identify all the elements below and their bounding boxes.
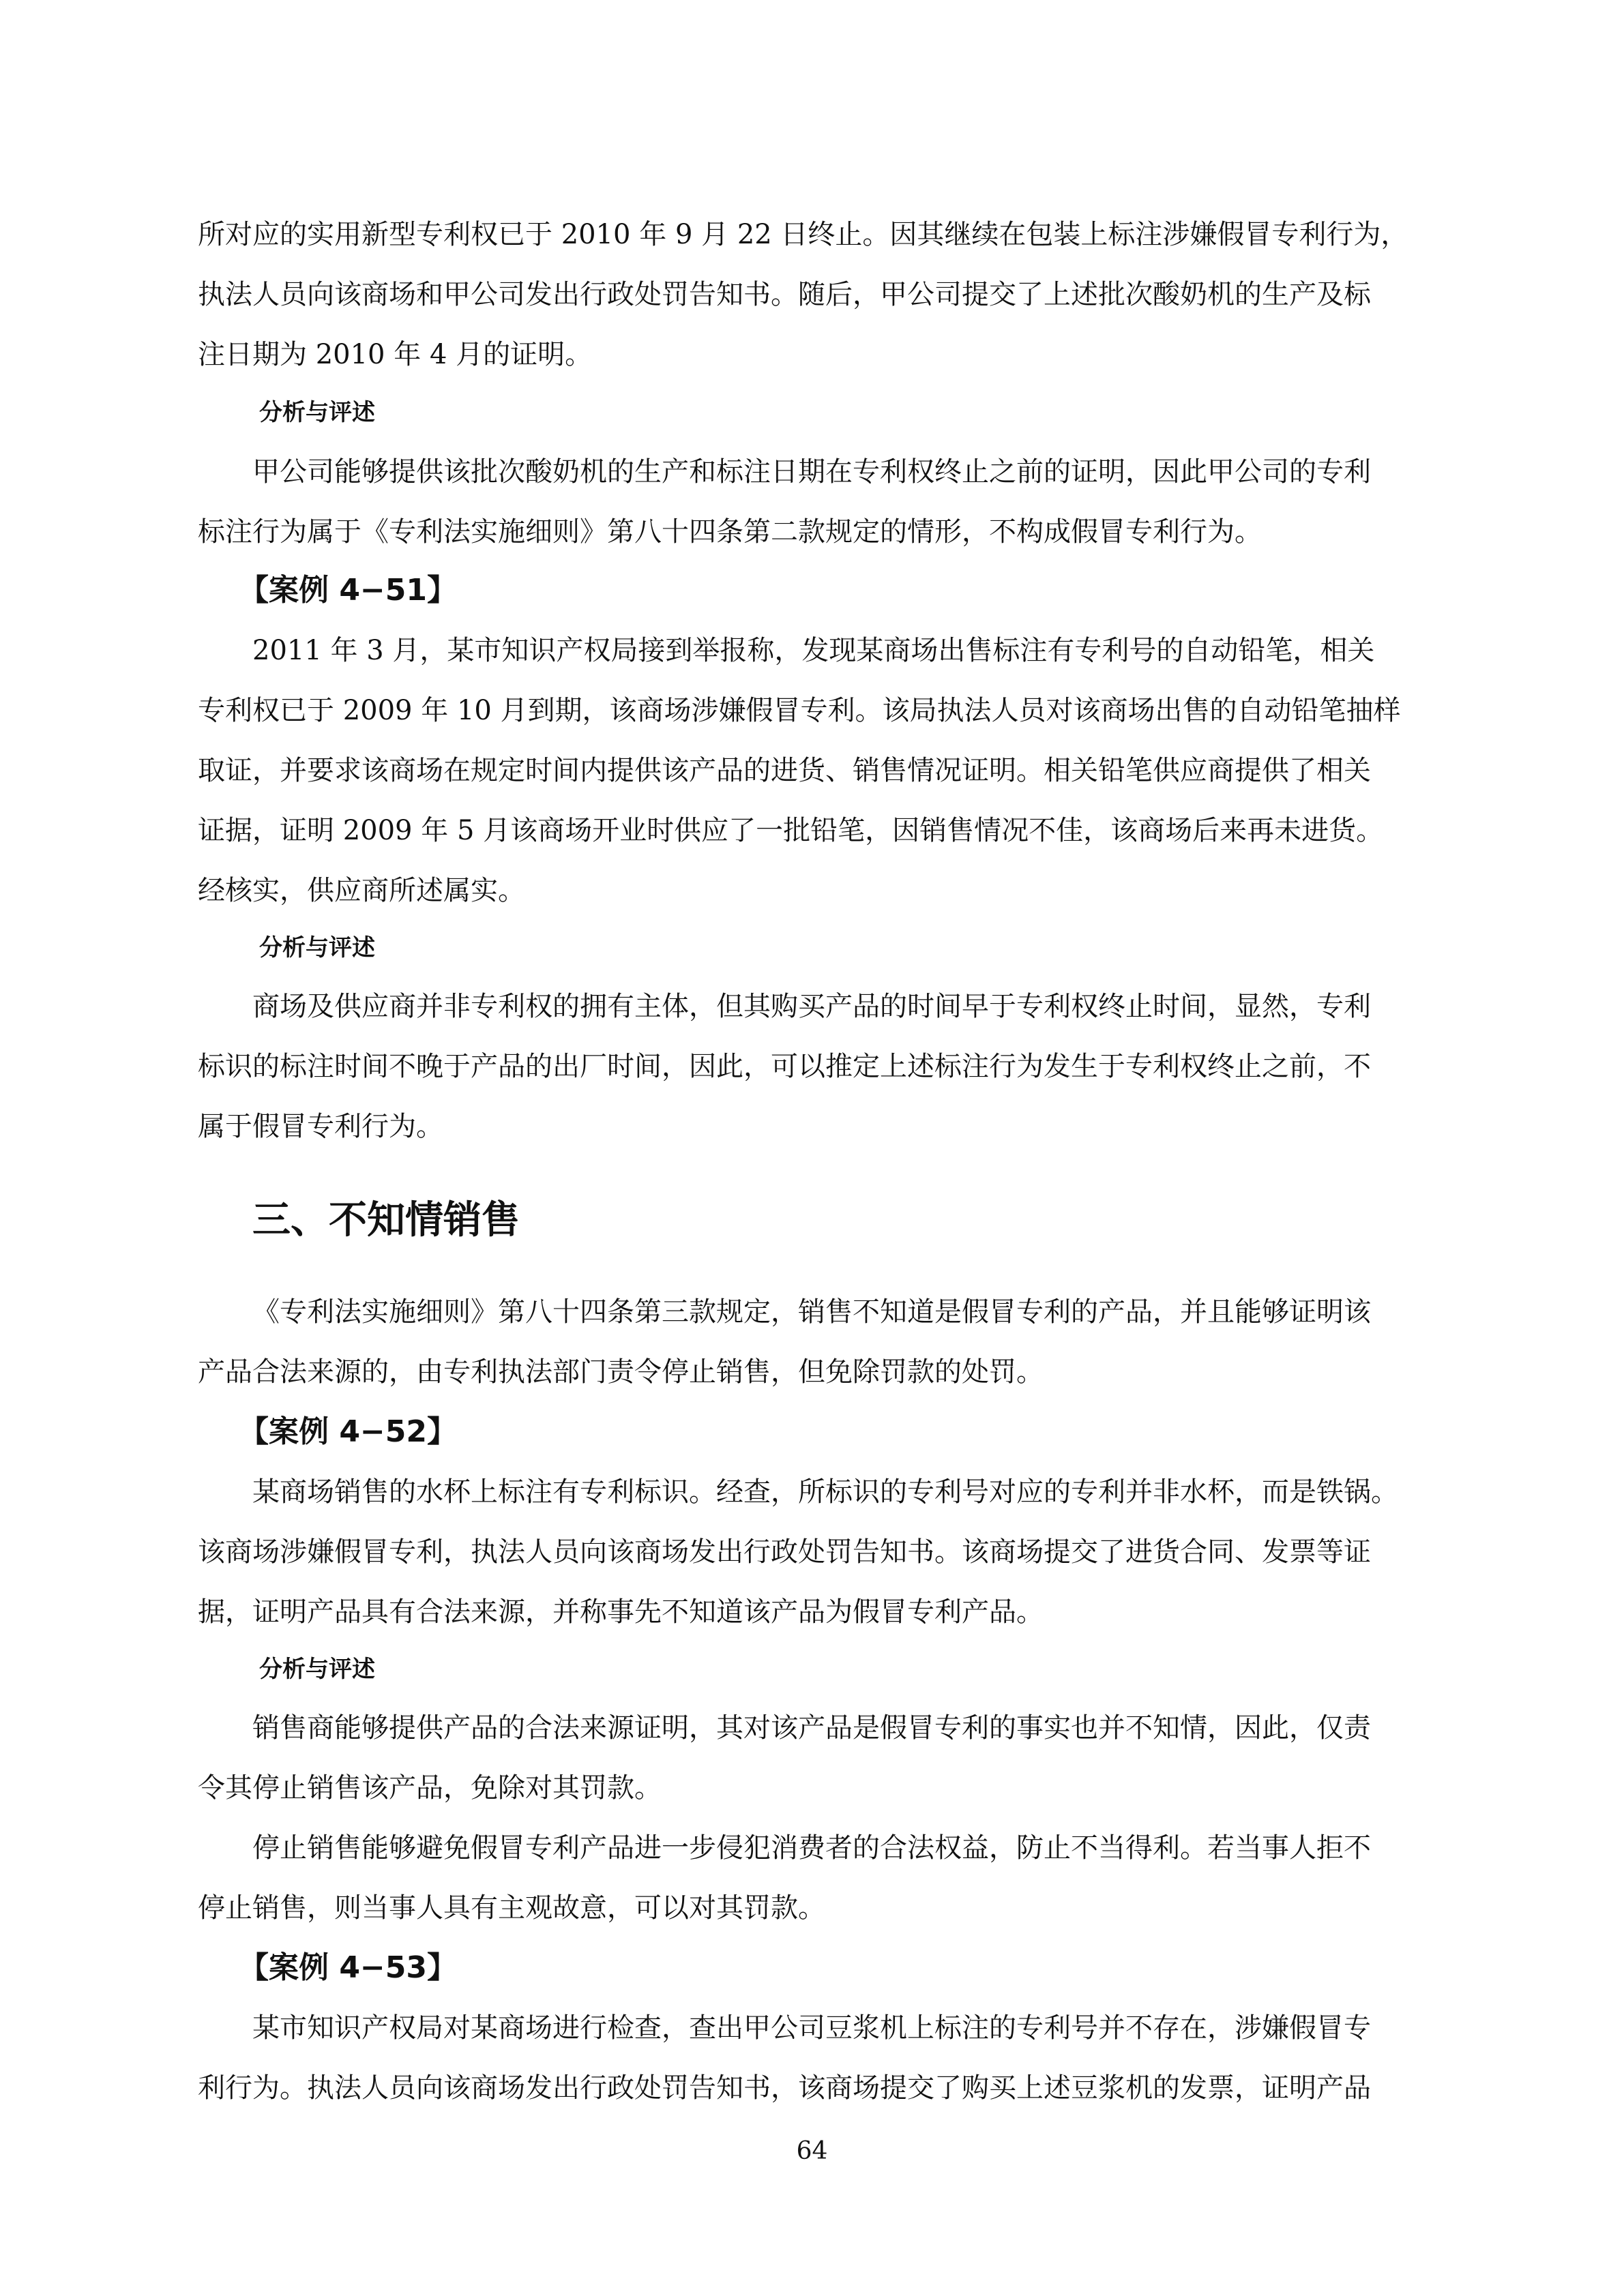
paragraph-line: 取证，并要求该商场在规定时间内提供该产品的进货、销售情况证明。相关铅笔供应商提供了相关 [198,755,1371,786]
paragraph-line: 执法人员向该商场和甲公司发出行政处罚告知书。随后，甲公司提交了上述批次酸奶机的生产及标 [198,279,1371,310]
paragraph-line: 利行为。执法人员向该商场发出行政处罚告知书，该商场提交了购买上述豆浆机的发票，证明产品 [198,2072,1371,2104]
paragraph-line: 该商场涉嫌假冒专利，执法人员向该商场发出行政处罚告知书。该商场提交了进货合同、发票等证 [198,1536,1371,1568]
paragraph-line: 标识的标注时间不晚于产品的出厂时间，因此，可以推定上述标注行为发生于专利权终止之前，不 [198,1051,1371,1082]
case-heading: 【案例 4−51】 [239,573,458,608]
paragraph-line: 甲公司能够提供该批次酸奶机的生产和标注日期在专利权终止之前的证明，因此甲公司的专利 [252,456,1371,488]
paragraph-line: 销售商能够提供产品的合法来源证明，其对该产品是假冒专利的事实也并不知情，因此，仅责 [252,1712,1371,1744]
paragraph-line: 标注行为属于《专利法实施细则》第八十四条第二款规定的情形，不构成假冒专利行为。 [198,516,1262,548]
paragraph-line: 注日期为 2010 年 4 月的证明。 [198,339,593,370]
paragraph-line: 属于假冒专利行为。 [198,1111,443,1142]
paragraph-line: 令其停止销售该产品，免除对其罚款。 [198,1772,662,1804]
section-heading: 三、不知情销售 [252,1198,520,1242]
paragraph-line: 某商场销售的水杯上标注有专利标识。经查，所标识的专利号对应的专利并非水杯，而是铁锅。 [252,1476,1398,1508]
paragraph-line: 据，证明产品具有合法来源，并称事先不知道该产品为假冒专利产品。 [198,1596,1044,1628]
analysis-heading: 分析与评述 [259,934,375,961]
case-heading: 【案例 4−53】 [239,1950,458,1985]
paragraph-line: 证据，证明 2009 年 5 月该商场开业时供应了一批铅笔，因销售情况不佳，该商场后来再未进货。 [198,815,1384,846]
paragraph-line: 经核实，供应商所述属实。 [198,875,525,906]
paragraph-line: 《专利法实施细则》第八十四条第三款规定，销售不知道是假冒专利的产品，并且能够证明该 [252,1296,1371,1328]
paragraph-line: 产品合法来源的，由专利执法部门责令停止销售，但免除罚款的处罚。 [198,1356,1044,1388]
paragraph-line: 专利权已于 2009 年 10 月到期，该商场涉嫌假冒专利。该局执法人员对该商场出售的自动铅笔抽样 [198,695,1401,726]
paragraph-line: 商场及供应商并非专利权的拥有主体，但其购买产品的时间早于专利权终止时间，显然，专利 [252,991,1371,1022]
page-number: 64 [796,2137,828,2165]
paragraph-line: 停止销售，则当事人具有主观故意，可以对其罚款。 [198,1892,825,1924]
analysis-heading: 分析与评述 [259,1656,375,1683]
paragraph-line: 2011 年 3 月，某市知识产权局接到举报称，发现某商场出售标注有专利号的自动铅笔，相关 [252,635,1375,666]
case-heading: 【案例 4−52】 [239,1414,458,1449]
paragraph-line: 停止销售能够避免假冒专利产品进一步侵犯消费者的合法权益，防止不当得利。若当事人拒不 [252,1832,1371,1864]
paragraph-line: 某市知识产权局对某商场进行检查，查出甲公司豆浆机上标注的专利号并不存在，涉嫌假冒专 [252,2012,1371,2044]
analysis-heading: 分析与评述 [259,399,375,426]
paragraph-line: 所对应的实用新型专利权已于 2010 年 9 月 22 日终止。因其继续在包装上标注涉嫌假冒专利行为， [198,219,1408,250]
